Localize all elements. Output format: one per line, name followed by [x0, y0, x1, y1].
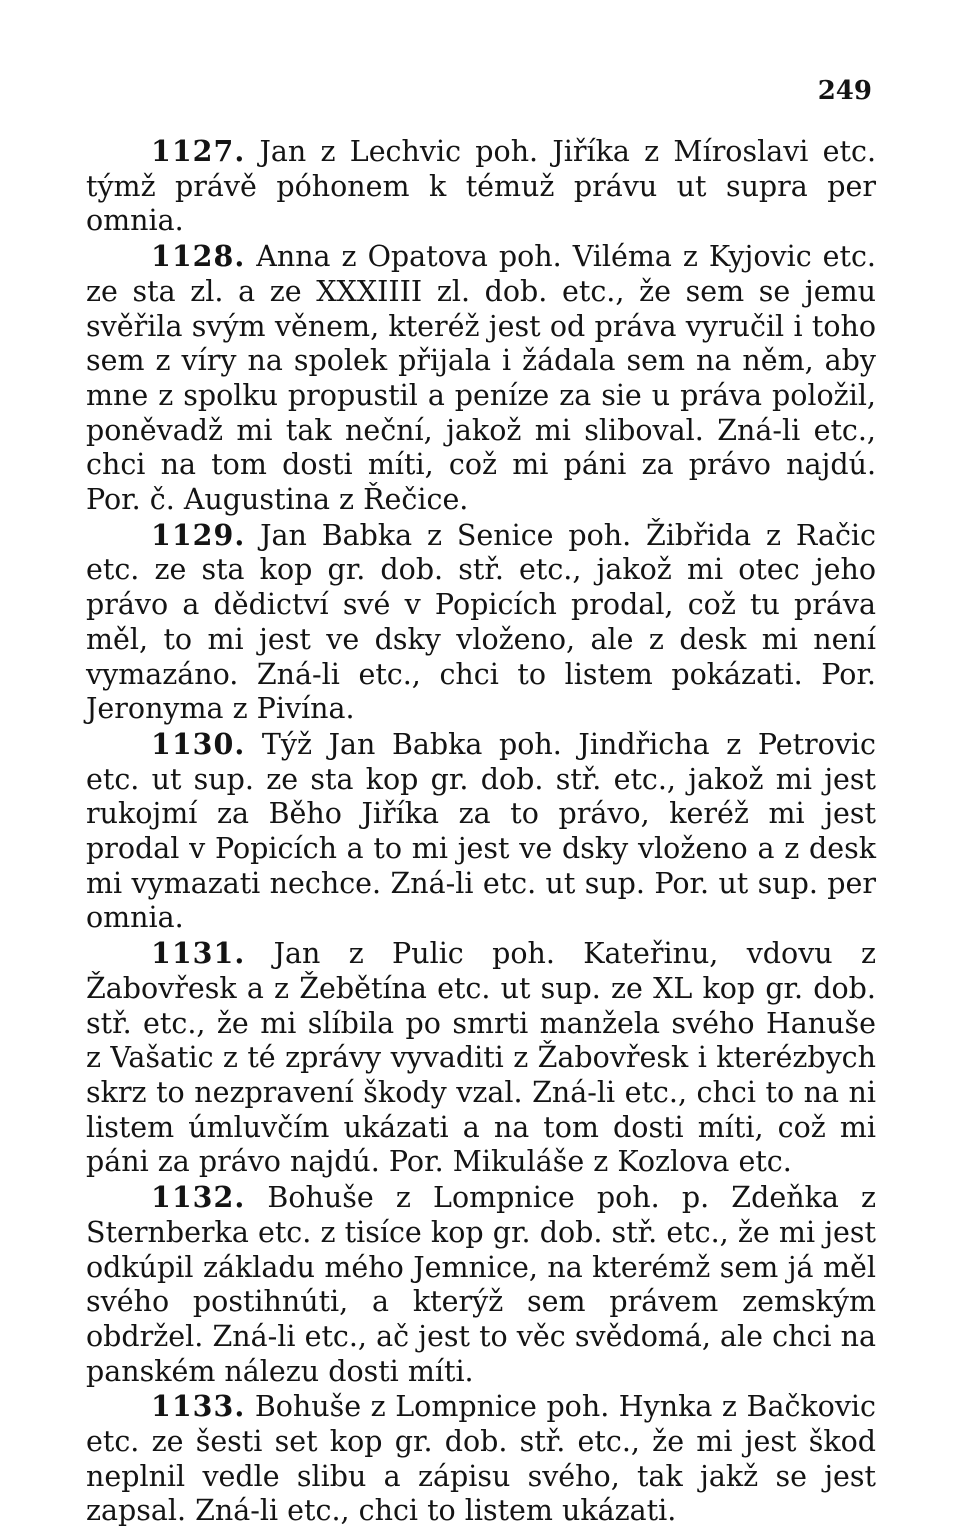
entry-text: Bohuše z Lompnice poh. Hynka z Bačkovic etc. ze šesti set kop gr. dob. stř. etc., že mi jest škod neplnil vedle slibu a zápisu svého, tak jakž se jest zapsal. Zná-li etc., chci to listem ukázati. — [86, 1390, 877, 1528]
entry-1127 — [86, 134, 876, 239]
entry-1131 — [86, 936, 876, 1180]
page-number: 249 — [817, 76, 872, 106]
entry-1128 — [86, 239, 876, 518]
entry-text: Jan Babka z Senice poh. Žibřida z Račic etc. ze sta kop gr. dob. stř. etc., jakož mi otec jeho právo a dědictví své v Popicích prodal, což tu práva měl, to mi jest ve dsky vloženo, ale z desk mi není vymazáno. Zná-li etc., chci to listem pokázati. Por. Jeronyma z Pivína. — [86, 518, 876, 726]
entry-1130 — [86, 727, 876, 936]
entry-text: Jan z Pulic poh. Kateřinu, vdovu z Žabovřesk a z Žebětína etc. ut sup. ze XL kop gr. dob. stř. etc., že mi slíbila po smrti manžela svého Hanuše z Vašatic z té zprávy vyvaditi z Žabovřesk i kterézbych skrz to nezpravení škody vzal. Zná-li etc., chci to na ni listem úmluvčím ukázati a na tom dosti míti, což mi páni za právo najdú. Por. Mikuláše z Kozlova etc. — [86, 937, 876, 1179]
entry-text: Jan z Lechvic poh. Jiříka z Míroslavi etc. týmž právě póhonem k témuž právu ut supra per omnia. — [86, 135, 876, 238]
entry-number: 1128. — [151, 239, 246, 274]
entry-text: Týž Jan Babka poh. Jindřicha z Petrovic etc. ut sup. ze sta kop gr. dob. stř. etc., jakož mi jest rukojmí za Běho Jiříka za to právo, keréž mi jest prodal v Popicích a to mi jest ve dsky vloženo a z desk mi vymazati nechce. Zná-li etc. ut sup. Por. ut sup. per omnia. — [86, 727, 877, 935]
entry-number: 1131. — [151, 936, 246, 971]
entry-number: 1132. — [151, 1180, 246, 1215]
entry-text: Anna z Opatova poh. Viléma z Kyjovic etc. ze sta zl. a ze XXXIIII zl. dob. etc., že sem se jemu svěřila svým věnem, kteréž jest od práva vyručil i toho sem z víry na spolek přijala i žádala sem na něm, aby mne z spolku propustil a peníze za sie u práva položil, poněvadž mi tak neční, jakož mi sliboval. Zná-li etc., chci na tom dosti míti, což mi páni za právo najdú. Por. č. Augustina z Řečice. — [86, 240, 876, 517]
entry-number: 1133. — [151, 1389, 246, 1424]
entry-1133 — [86, 1389, 876, 1529]
entry-number: 1129. — [151, 517, 246, 552]
page-body — [86, 134, 876, 1529]
entry-number: 1127. — [151, 134, 246, 168]
entry-number: 1130. — [151, 726, 246, 761]
entry-1129 — [86, 518, 876, 727]
entry-text: Bohuše z Lompnice poh. p. Zdeňka z Sternberka etc. z tisíce kop gr. dob. stř. etc., že mi jest odkúpil základu mého Jemnice, na kterémž sem já měl svého postihnúti, a kterýž sem právem zemským obdržel. Zná-li etc., ač jest to věc svědomá, ale chci na panském nálezu dosti míti. — [86, 1181, 877, 1388]
entry-1132 — [86, 1180, 876, 1389]
